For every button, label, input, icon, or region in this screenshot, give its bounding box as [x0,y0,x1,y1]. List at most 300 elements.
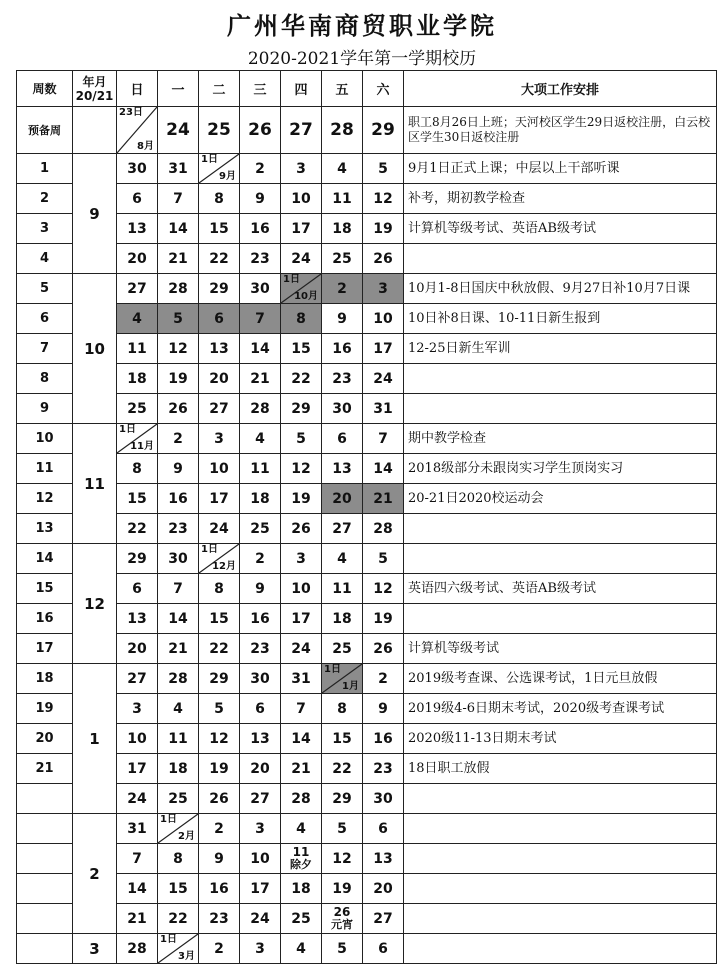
week-number-cell: 15 [17,574,73,604]
month-start-day-cell [158,814,199,844]
table-row [17,334,717,364]
month-cell: 12 [73,544,117,664]
day-cell: 7 [117,844,158,874]
day-cell: 4 [158,694,199,724]
table-row [17,424,717,454]
week-number-cell: 6 [17,304,73,334]
month-label: 1月 [342,681,359,692]
month-start-day-cell [117,424,158,454]
week-number-cell: 21 [17,754,73,784]
notes-cell [404,544,717,574]
day-cell: 18 [322,604,363,634]
week-number-cell: 14 [17,544,73,574]
day-cell: 28 [240,394,281,424]
day-cell: 17 [117,754,158,784]
day-cell: 28 [281,784,322,814]
day-cell: 29 [363,107,404,154]
day-cell: 10 [240,844,281,874]
day-cell: 6 [199,304,240,334]
day-cell: 25 [158,784,199,814]
month-label: 12月 [212,561,236,572]
month-label: 2月 [178,831,195,842]
day-cell: 8 [281,304,322,334]
day-cell: 2 [199,814,240,844]
day-cell: 21 [158,244,199,274]
day-label: 1日 [324,664,341,675]
day-label: 1日 [160,934,177,945]
week-number-cell: 1 [17,154,73,184]
day-cell: 22 [158,904,199,934]
notes-cell: 补考，期初教学检查 [404,184,717,214]
day-cell: 29 [322,784,363,814]
header-day-mon: 一 [158,71,199,107]
day-cell: 16 [199,874,240,904]
day-cell: 19 [281,484,322,514]
month-cell: 9 [73,154,117,274]
day-cell: 9 [240,184,281,214]
week-number-cell: 5 [17,274,73,304]
day-cell: 24 [117,784,158,814]
month-start-day-cell [199,544,240,574]
day-cell: 10 [281,184,322,214]
day-cell: 19 [363,604,404,634]
day-cell: 10 [363,304,404,334]
day-cell: 15 [322,724,363,754]
day-cell: 9 [158,454,199,484]
notes-cell: 职工8月26日上班；天河校区学生29日返校注册，白云校区学生30日返校注册 [404,107,717,154]
week-number-cell [17,784,73,814]
day-cell: 22 [199,244,240,274]
day-cell: 19 [322,874,363,904]
day-cell: 30 [117,154,158,184]
day-cell: 6 [117,184,158,214]
day-cell: 16 [322,334,363,364]
day-cell: 31 [281,664,322,694]
table-row [17,934,717,964]
day-cell: 16 [240,604,281,634]
month-cell: 1 [73,664,117,814]
week-number-cell: 2 [17,184,73,214]
day-cell: 17 [199,484,240,514]
day-cell: 16 [240,214,281,244]
day-cell: 3 [363,274,404,304]
day-cell: 31 [117,814,158,844]
day-cell: 25 [281,904,322,934]
table-row [17,484,717,514]
notes-cell: 计算机等级考试、英语AB级考试 [404,214,717,244]
day-cell: 11 [240,454,281,484]
day-label: 1日 [283,274,300,285]
day-cell: 14 [363,454,404,484]
day-cell: 27 [117,274,158,304]
day-cell: 2 [322,274,363,304]
day-cell: 30 [158,544,199,574]
header-day-fri: 五 [322,71,363,107]
day-cell: 5 [322,934,363,964]
day-cell: 12 [281,454,322,484]
week-number-cell: 16 [17,604,73,634]
table-row [17,544,717,574]
day-cell: 10 [117,724,158,754]
table-row [17,754,717,784]
day-cell: 28 [158,274,199,304]
header-day-thu: 四 [281,71,322,107]
month-start-day-cell [281,274,322,304]
table-header-row [17,71,717,107]
day-cell: 6 [117,574,158,604]
header-year-month-line1: 年月 [82,74,107,89]
table-row [17,664,717,694]
day-cell: 18 [158,754,199,784]
day-label: 1日 [160,814,177,825]
day-cell: 5 [363,154,404,184]
week-number-cell [17,814,73,844]
header-day-sun: 日 [117,71,158,107]
day-cell: 7 [281,694,322,724]
day-cell: 24 [363,364,404,394]
day-cell: 8 [199,574,240,604]
day-cell: 12 [363,574,404,604]
day-cell: 30 [363,784,404,814]
day-cell: 11 [322,184,363,214]
header-year-month-line2: 20/21 [75,88,114,103]
day-cell: 24 [240,904,281,934]
day-cell: 14 [117,874,158,904]
day-cell: 9 [199,844,240,874]
day-cell: 4 [281,934,322,964]
notes-cell: 期中教学检查 [404,424,717,454]
day-cell: 20 [322,484,363,514]
day-cell: 10 [199,454,240,484]
day-cell: 31 [158,154,199,184]
table-row [17,184,717,214]
table-row [17,364,717,394]
notes-cell [404,244,717,274]
notes-cell: 10月1-8日国庆中秋放假、9月27日补10月7日课 [404,274,717,304]
day-cell: 23 [363,754,404,784]
day-cell: 8 [117,454,158,484]
week-number-cell [17,934,73,964]
day-cell: 17 [281,604,322,634]
table-row [17,394,717,424]
notes-cell: 18日职工放假 [404,754,717,784]
day-cell: 30 [322,394,363,424]
day-number: 26 [333,905,351,919]
week-number-cell: 17 [17,634,73,664]
day-cell: 4 [322,154,363,184]
day-cell: 13 [117,604,158,634]
day-cell: 11 [117,334,158,364]
day-cell: 16 [158,484,199,514]
header-year-month [73,71,117,107]
day-cell: 14 [158,604,199,634]
week-number-cell: 10 [17,424,73,454]
day-cell: 20 [363,874,404,904]
day-cell: 13 [322,454,363,484]
day-cell: 23 [322,364,363,394]
day-cell: 9 [240,574,281,604]
day-cell: 13 [117,214,158,244]
day-number: 11 [292,845,310,859]
day-cell: 17 [363,334,404,364]
day-cell: 19 [199,754,240,784]
day-cell: 29 [199,274,240,304]
day-cell: 17 [281,214,322,244]
day-cell: 2 [363,664,404,694]
day-cell: 22 [199,634,240,664]
week-number-cell: 13 [17,514,73,544]
month-cell: 2 [73,814,117,934]
notes-cell: 20-21日2020校运动会 [404,484,717,514]
day-cell: 28 [117,934,158,964]
day-cell: 8 [199,184,240,214]
day-cell: 5 [281,424,322,454]
day-cell: 27 [117,664,158,694]
day-cell: 26 [199,784,240,814]
notes-cell [404,934,717,964]
day-cell: 12 [158,334,199,364]
day-cell: 5 [322,814,363,844]
notes-cell [404,874,717,904]
notes-cell: 9月1日正式上课；中层以上干部听课 [404,154,717,184]
notes-cell [404,364,717,394]
day-cell: 5 [199,694,240,724]
week-number-cell: 3 [17,214,73,244]
day-cell: 6 [240,694,281,724]
day-cell: 9 [322,304,363,334]
month-start-day-cell [322,664,363,694]
week-number-cell: 9 [17,394,73,424]
day-cell: 14 [158,214,199,244]
day-cell: 22 [117,514,158,544]
day-cell: 29 [281,394,322,424]
header-day-sat: 六 [363,71,404,107]
day-cell: 21 [117,904,158,934]
notes-cell: 2019级考查课、公选课考试，1日元旦放假 [404,664,717,694]
day-cell: 6 [363,934,404,964]
month-label: 8月 [137,141,154,152]
notes-cell [404,514,717,544]
notes-cell [404,394,717,424]
day-cell: 7 [363,424,404,454]
week-number-cell [17,844,73,874]
month-start-day-cell [117,107,158,154]
week-number-cell: 7 [17,334,73,364]
notes-cell [404,784,717,814]
day-cell: 27 [240,784,281,814]
day-cell: 23 [240,634,281,664]
day-cell: 12 [199,724,240,754]
day-cell: 26 [240,107,281,154]
day-cell: 26 [158,394,199,424]
day-cell: 19 [158,364,199,394]
day-cell: 21 [240,364,281,394]
day-cell: 11 [322,574,363,604]
calendar-body [17,107,717,964]
header-notes: 大项工作安排 [404,71,717,107]
day-cell: 25 [199,107,240,154]
table-row [17,514,717,544]
day-cell: 27 [281,107,322,154]
day-cell: 15 [158,874,199,904]
day-cell: 12 [322,844,363,874]
notes-cell [404,844,717,874]
week-number-cell: 20 [17,724,73,754]
day-cell: 27 [363,904,404,934]
day-cell: 29 [199,664,240,694]
day-cell: 30 [240,664,281,694]
table-row [17,454,717,484]
day-cell: 3 [240,934,281,964]
day-cell: 28 [363,514,404,544]
day-cell: 15 [199,214,240,244]
day-cell: 20 [117,634,158,664]
month-start-day-cell [158,934,199,964]
day-cell: 6 [363,814,404,844]
notes-cell: 12-25日新生军训 [404,334,717,364]
day-cell: 2 [240,154,281,184]
day-cell: 28 [322,107,363,154]
week-number-cell: 预备周 [17,107,73,154]
day-cell: 23 [240,244,281,274]
week-number-cell: 4 [17,244,73,274]
week-number-cell [17,904,73,934]
day-cell: 18 [240,484,281,514]
week-number-cell [17,874,73,904]
table-row [17,244,717,274]
day-cell: 2 [158,424,199,454]
day-cell: 8 [158,844,199,874]
day-cell: 13 [363,844,404,874]
day-cell: 18 [281,874,322,904]
table-row [17,904,717,934]
table-row [17,814,717,844]
day-cell: 7 [158,574,199,604]
notes-cell: 10日补8日课、10-11日新生报到 [404,304,717,334]
month-start-day-cell [199,154,240,184]
month-label: 10月 [294,291,318,302]
day-cell: 23 [158,514,199,544]
page-title: 广州华南商贸职业学院 [227,11,497,40]
day-cell: 23 [199,904,240,934]
day-cell: 17 [240,874,281,904]
day-cell: 14 [240,334,281,364]
day-cell: 11 [158,724,199,754]
notes-cell [404,904,717,934]
table-row [17,694,717,724]
day-cell: 26 [363,634,404,664]
notes-cell: 2018级部分未跟岗实习学生顶岗实习 [404,454,717,484]
day-cell: 12 [363,184,404,214]
day-cell: 3 [199,424,240,454]
month-cell [73,107,117,154]
day-cell: 20 [240,754,281,784]
day-cell: 21 [158,634,199,664]
table-row [17,304,717,334]
month-cell: 11 [73,424,117,544]
day-cell: 14 [281,724,322,754]
day-cell: 29 [117,544,158,574]
day-label: 1日 [201,544,218,555]
day-label: 23日 [119,107,143,118]
day-cell: 20 [199,364,240,394]
header-week: 周数 [17,71,73,107]
day-cell: 22 [281,364,322,394]
day-cell: 25 [240,514,281,544]
day-cell: 13 [199,334,240,364]
day-cell: 7 [240,304,281,334]
day-cell: 16 [363,724,404,754]
day-cell: 5 [158,304,199,334]
day-cell: 31 [363,394,404,424]
day-cell: 10 [281,574,322,604]
day-cell: 21 [281,754,322,784]
day-cell: 4 [281,814,322,844]
day-cell: 13 [240,724,281,754]
day-cell: 2 [240,544,281,574]
week-number-cell: 12 [17,484,73,514]
day-cell: 5 [363,544,404,574]
day-cell: 21 [363,484,404,514]
day-cell: 27 [322,514,363,544]
day-cell: 3 [117,694,158,724]
table-row [17,154,717,184]
day-cell: 8 [322,694,363,724]
day-cell: 7 [158,184,199,214]
table-row [17,874,717,904]
table-row [17,844,717,874]
day-cell: 4 [322,544,363,574]
header-day-tue: 二 [199,71,240,107]
notes-cell: 2020级11-13日期末考试 [404,724,717,754]
day-cell: 3 [281,544,322,574]
month-label: 9月 [219,171,236,182]
day-cell: 6 [322,424,363,454]
festival-label: 元宵 [331,918,353,931]
month-label: 11月 [130,441,154,452]
week-number-cell: 11 [17,454,73,484]
table-row [17,214,717,244]
header-day-wed: 三 [240,71,281,107]
day-cell: 24 [281,244,322,274]
day-label: 1日 [119,424,136,435]
notes-cell: 2019级4-6日期末考试，2020级考查课考试 [404,694,717,724]
week-number-cell: 18 [17,664,73,694]
page-subtitle: 2020-2021学年第一学期校历 [247,49,477,69]
day-cell: 3 [281,154,322,184]
table-row [17,107,717,154]
table-row [17,784,717,814]
table-row [17,574,717,604]
month-label: 3月 [178,951,195,962]
table-row [17,274,717,304]
day-cell: 3 [240,814,281,844]
day-cell: 19 [363,214,404,244]
day-cell: 26 [281,514,322,544]
school-calendar-table [16,70,717,964]
day-cell: 15 [117,484,158,514]
festival-day-cell [322,904,363,934]
day-cell: 15 [281,334,322,364]
day-cell: 24 [281,634,322,664]
table-row [17,724,717,754]
table-row [17,604,717,634]
day-cell: 25 [322,244,363,274]
festival-day-cell [281,844,322,874]
day-cell: 2 [199,934,240,964]
day-cell: 18 [322,214,363,244]
week-number-cell: 19 [17,694,73,724]
